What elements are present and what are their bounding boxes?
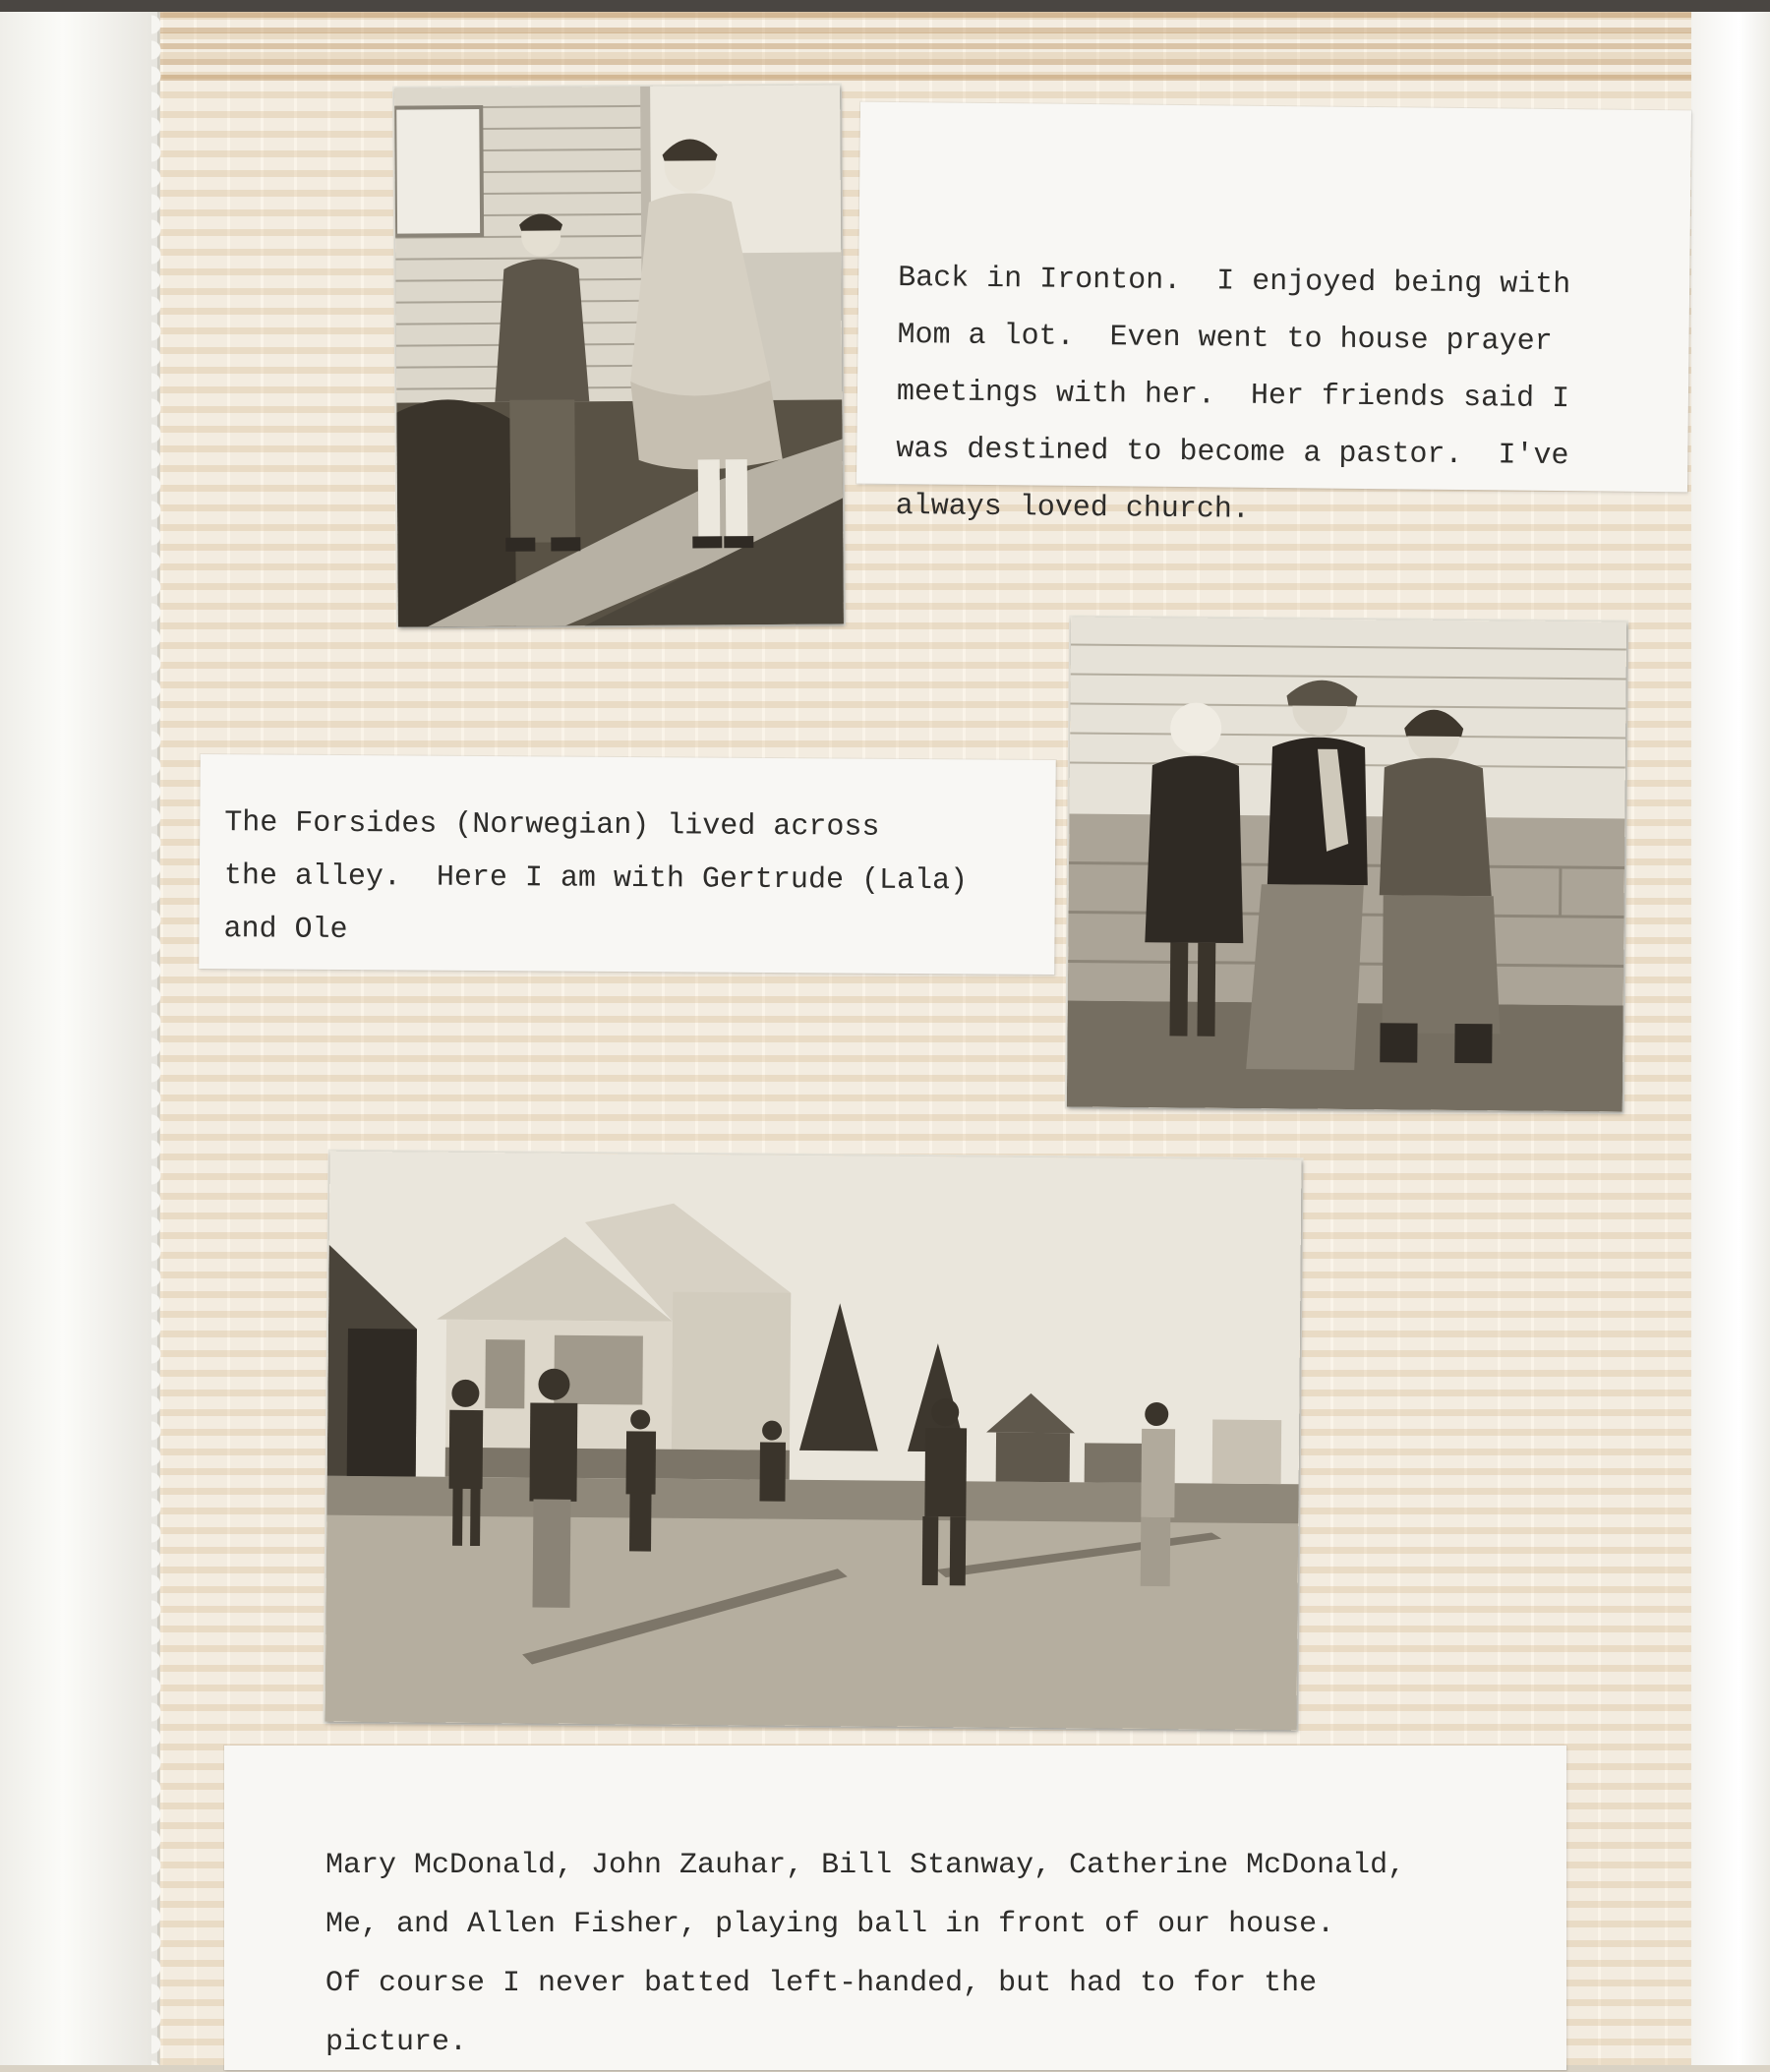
caption-line: Me, and Allen Fisher, playing ball in front of our house. (325, 1895, 1566, 1954)
caption-line: Mary McDonald, John Zauhar, Bill Stanway, Catherine McDonald, (325, 1836, 1566, 1895)
caption-back-in-ironton (856, 102, 1691, 493)
caption-line: Back in Ironton. I enjoyed being with (898, 250, 1690, 315)
caption-line: Of course I never batted left-handed, but had to for the (325, 1954, 1566, 2013)
caption-line: The Forsides (Norwegian) lived across (224, 797, 1055, 856)
scalloped-page-edge (151, 12, 171, 2065)
caption-line: always loved church. (895, 478, 1687, 543)
album-binding-strip (0, 12, 159, 2065)
caption-line: picture. (325, 2013, 1566, 2072)
caption-playing-ball (224, 1746, 1566, 2070)
album-top-edge (0, 0, 1770, 12)
caption-line: meetings with her. Her friends said I (897, 364, 1689, 429)
photo-boy-with-mom (394, 85, 844, 626)
album-right-edge (1691, 12, 1770, 2065)
photo-playing-ball (324, 1152, 1301, 1731)
caption-line: Mom a lot. Even went to house prayer (897, 307, 1689, 372)
caption-line: was destined to become a pastor. I've (896, 421, 1688, 486)
caption-line: and Ole (223, 903, 1054, 962)
caption-line: the alley. Here I am with Gertrude (Lala) (224, 850, 1055, 909)
caption-the-forsides (199, 754, 1056, 975)
photo-three-children (1067, 618, 1626, 1112)
